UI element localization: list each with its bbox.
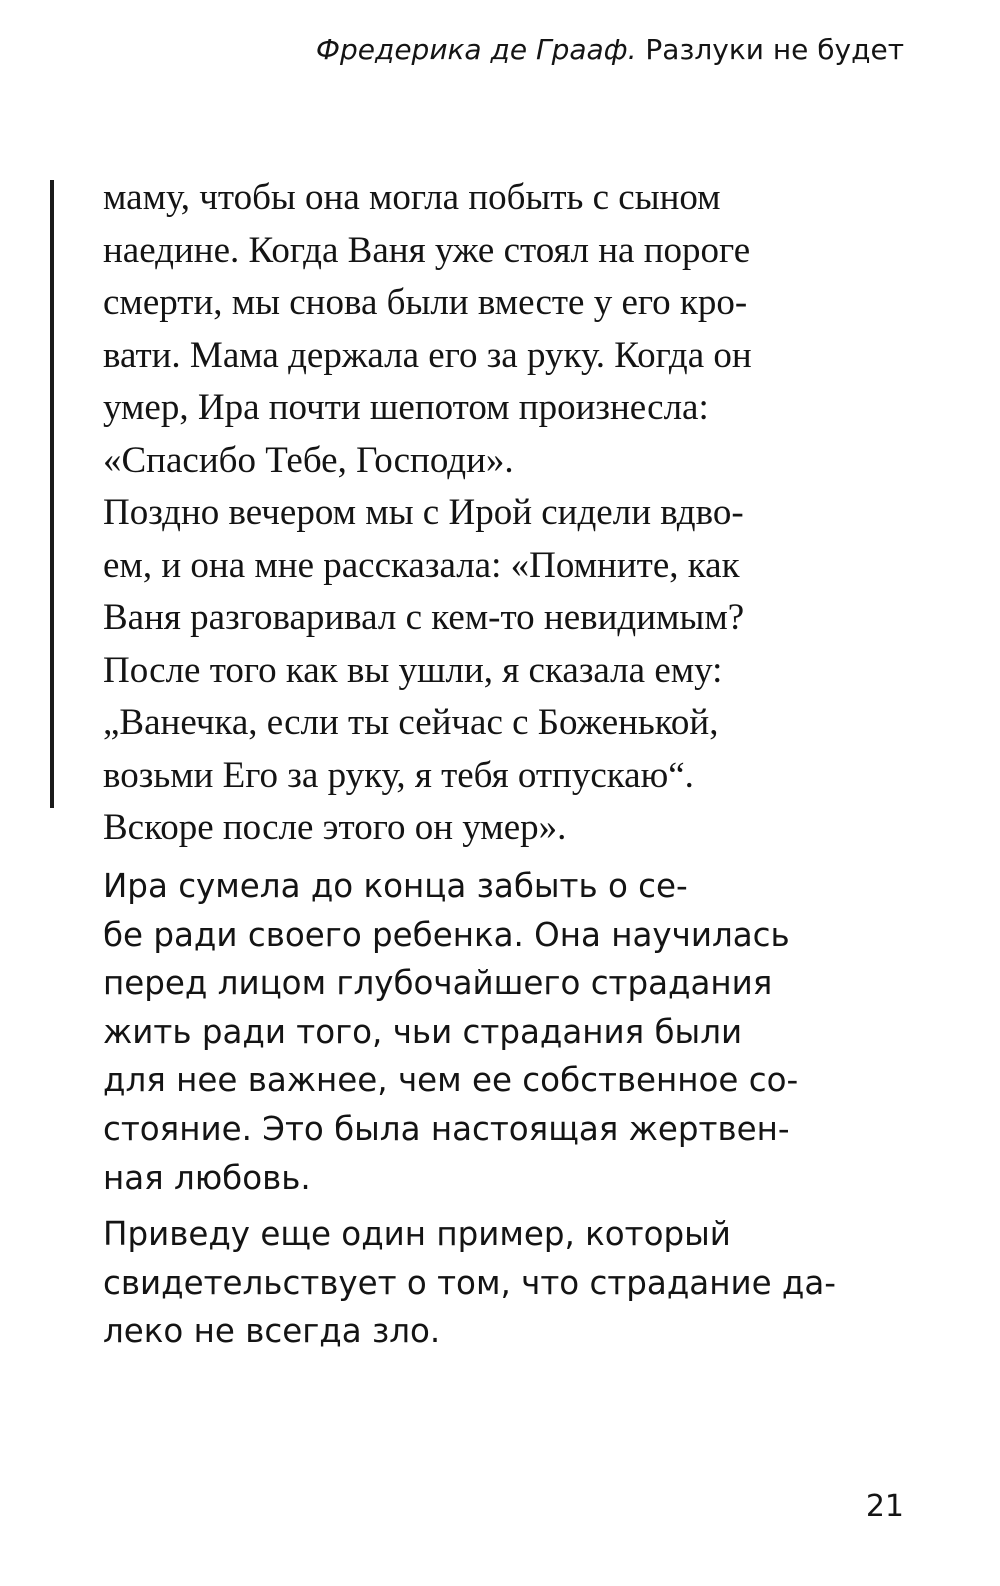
body-line: бе ради своего ребенка. Она научилась [103,915,790,954]
quote-line: ем, и она мне рассказала: «Помните, как [103,544,740,586]
quote-line: «Спасибо Тебе, Господи». [103,439,514,481]
quote-line: Ваня разговаривал с кем-то невидимым? [103,597,745,638]
body-line: свидетельствует о том, что страдание да- [103,1263,837,1302]
page-number: 21 [865,1489,904,1524]
paragraph-2 [103,1210,837,1356]
quote-line: Поздно вечером мы с Ирой сидели вдво- [103,492,744,533]
quote-line: „Ванечка, если ты сейчас с Боженькой, [103,702,719,743]
running-head-author: Фредерика де Грааф. [315,33,637,66]
quote-bar [50,180,54,808]
paragraph-gap [103,1202,823,1210]
body-line: Ира сумела до конца забыть о се- [103,867,688,905]
body-line: Приведу еще один пример, который [103,1215,731,1254]
quote-line: вати. Мама держала его за руку. Когда он [103,334,752,376]
quote-line: Вскоре после этого он умер». [103,807,567,848]
body-line: стояние. Это была настоящая жертвен- [103,1109,790,1148]
running-head-title: Разлуки не будет [645,33,904,66]
quote-line: смерти, мы снова были вместе у его кро- [103,282,748,323]
body-line: жить ради того, чьи страдания были [103,1012,743,1051]
body-line: леко не всегда зло. [103,1312,441,1351]
quote-line: После того как вы ушли, я сказала ему: [103,649,723,691]
running-head [316,30,904,70]
body-text [103,862,837,1356]
quote-line: умер, Ира почти шепотом произнесла: [103,387,709,428]
paragraph-1 [103,862,823,1202]
quote-block [103,172,823,855]
body-line: для нее важнее, чем ее собственное со- [103,1061,799,1100]
body-line: ная любовь. [103,1158,311,1197]
quote-line: наедине. Когда Ваня уже стоял на пороге [103,229,751,271]
quote-line: возьми Его за руку, я тебя отпускаю“. [103,754,694,796]
quote-line: маму, чтобы она могла побыть с сыном [103,177,721,218]
body-line: перед лицом глубочайшего страдания [103,964,773,1003]
